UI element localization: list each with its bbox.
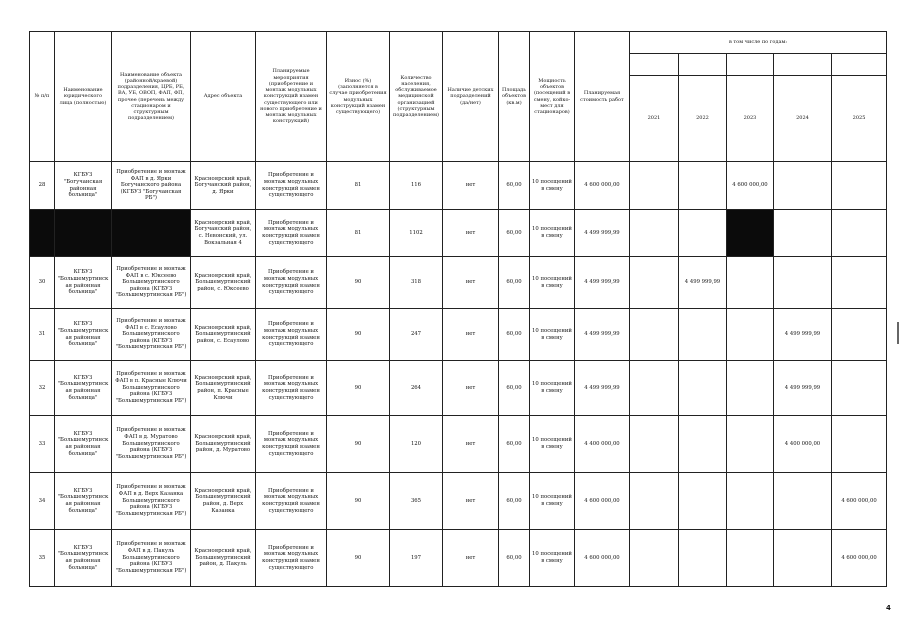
cell-cost: 4 499 999,99 <box>575 361 630 416</box>
cell-y2021 <box>630 361 679 416</box>
cell-wear: 81 <box>327 162 390 210</box>
cell-cost: 4 600 000,00 <box>575 530 630 587</box>
cell-area: 60,00 <box>499 162 530 210</box>
cell-y2025: 4 600 000,00 <box>832 530 887 587</box>
cell-address: Красноярский край, Большемуртинский район, д. Муратово <box>191 416 256 473</box>
table-row <box>30 361 887 416</box>
cell-capacity: 10 посещений в смену <box>530 473 575 530</box>
cell-wear: 90 <box>327 473 390 530</box>
cell-population: 116 <box>390 162 443 210</box>
header-capacity: Мощность объектов (посещений в смену, койко-мест для стационаров) <box>530 32 575 162</box>
cell-y2022 <box>679 309 727 361</box>
header-spacer-2023 <box>727 54 774 76</box>
cell-address: Красноярский край, Богучанский район, с. Невонский, ул. Вокзальная 4 <box>191 210 256 257</box>
cell-y2023 <box>727 309 774 361</box>
cell-capacity: 10 посещений в смену <box>530 361 575 416</box>
cell-address: Красноярский край, Большемуртинский район, д. Пакуль <box>191 530 256 587</box>
table-row <box>30 162 887 210</box>
table-row <box>30 210 887 257</box>
cell-population: 365 <box>390 473 443 530</box>
cell-y2023 <box>727 361 774 416</box>
cell-y2023: 4 600 000,00 <box>727 162 774 210</box>
cell-y2025 <box>832 257 887 309</box>
header-spacer-2022 <box>679 54 727 76</box>
header-children: Наличие детских подразделений (да/нет) <box>443 32 499 162</box>
cell-num: 33 <box>30 416 55 473</box>
cell-y2023 <box>727 530 774 587</box>
cell-area: 60,00 <box>499 361 530 416</box>
cell-cost: 4 400 000,00 <box>575 416 630 473</box>
cell-population: 120 <box>390 416 443 473</box>
cell-area: 60,00 <box>499 257 530 309</box>
cell-children: нет <box>443 416 499 473</box>
cell-y2021 <box>630 309 679 361</box>
cell-y2022 <box>679 530 727 587</box>
cell-y2023 <box>727 473 774 530</box>
cell-object: Приобретение и монтаж ФАП в д. Верх Казанка Большемуртинского района (КГБУЗ "Большемуртинская РБ") <box>112 473 191 530</box>
cell-y2024 <box>774 473 832 530</box>
table-row <box>30 257 887 309</box>
cell-object: Приобретение и монтаж ФАП в д. Муратово Большемуртинского района (КГБУЗ "Большемуртинская РБ") <box>112 416 191 473</box>
cell-y2024 <box>774 162 832 210</box>
cell-cost: 4 499 999,99 <box>575 210 630 257</box>
cell-object: Приобретение и монтаж ФАП в д. Пакуль Большемуртинского района (КГБУЗ "Большемуртинская РБ") <box>112 530 191 587</box>
cell-object: Приобретение и монтаж ФАП в с. Есаулово Большемуртинского района (КГБУЗ "Большемуртинская РБ") <box>112 309 191 361</box>
cell-y2022 <box>679 416 727 473</box>
cell-wear: 90 <box>327 309 390 361</box>
cell-cost: 4 600 000,00 <box>575 162 630 210</box>
cell-area: 60,00 <box>499 473 530 530</box>
cell-cost: 4 600 000,00 <box>575 473 630 530</box>
cell-capacity: 10 посещений в смену <box>530 416 575 473</box>
cell-y2021 <box>630 210 679 257</box>
table-row <box>30 530 887 587</box>
header-area: Площадь объектов (кв.м) <box>499 32 530 162</box>
cell-y2025: 4 600 000,00 <box>832 473 887 530</box>
cell-y2022 <box>679 473 727 530</box>
redacted-cell-y2023 <box>727 210 774 257</box>
cell-children: нет <box>443 162 499 210</box>
cell-area: 60,00 <box>499 309 530 361</box>
cell-y2023 <box>727 416 774 473</box>
header-object: Наименование объекта (районной/краевой) подразделения, ЦРБ, РБ, ВА, УБ, ОВОП, ФАП, ФП, прочее (перечень между стационаром и структурным подразделением) <box>112 32 191 162</box>
cell-name: КГБУЗ "Большемуртинская районная больница" <box>55 257 112 309</box>
cell-y2021 <box>630 257 679 309</box>
header-cost: Планируемая стоимость работ <box>575 32 630 162</box>
cell-wear: 90 <box>327 361 390 416</box>
cell-name: КГБУЗ "Большемуртинская районная больница" <box>55 361 112 416</box>
cell-planned: Приобретение и монтаж модульных конструкций взамен существующего <box>256 361 327 416</box>
cell-wear: 90 <box>327 257 390 309</box>
cell-capacity: 10 посещений в смену <box>530 309 575 361</box>
cell-y2021 <box>630 473 679 530</box>
cell-area: 60,00 <box>499 416 530 473</box>
cell-cost: 4 499 999,99 <box>575 257 630 309</box>
page-number: 4 <box>886 604 891 612</box>
header-spacer-2025 <box>832 54 887 76</box>
cell-y2022 <box>679 361 727 416</box>
cell-y2022 <box>679 162 727 210</box>
cell-y2023 <box>727 257 774 309</box>
cell-children: нет <box>443 473 499 530</box>
cell-planned: Приобретение и монтаж модульных конструкций взамен существующего <box>256 257 327 309</box>
cell-planned: Приобретение и монтаж модульных конструкций взамен существующего <box>256 530 327 587</box>
redacted-cell-object <box>112 210 191 257</box>
cell-children: нет <box>443 309 499 361</box>
header-wear: Износ (%) (заполняется в случае приобретения модульных конструкций взамен существующего) <box>327 32 390 162</box>
cell-wear: 81 <box>327 210 390 257</box>
cell-num: 32 <box>30 361 55 416</box>
redacted-cell-name <box>55 210 112 257</box>
header-year-2025: 2025 <box>832 76 887 162</box>
cell-address: Красноярский край, Большемуртинский район, д. Верх Казанка <box>191 473 256 530</box>
cell-planned: Приобретение и монтаж модульных конструкций взамен существующего <box>256 162 327 210</box>
cell-y2024: 4 499 999,99 <box>774 361 832 416</box>
cell-address: Красноярский край, Большемуртинский район, с. Юксеево <box>191 257 256 309</box>
cell-y2022: 4 499 999,99 <box>679 257 727 309</box>
cell-y2024 <box>774 210 832 257</box>
cell-cost: 4 499 999,99 <box>575 309 630 361</box>
table-row <box>30 473 887 530</box>
cell-name: КГБУЗ "Большемуртинская районная больница" <box>55 309 112 361</box>
cell-capacity: 10 посещений в смену <box>530 210 575 257</box>
cell-children: нет <box>443 361 499 416</box>
cell-object: Приобретение и монтаж ФАП в с. Юксеево Большемуртинского района (КГБУЗ "Большемуртинская РБ") <box>112 257 191 309</box>
header-spacer-2021 <box>630 54 679 76</box>
cell-population: 1102 <box>390 210 443 257</box>
header-row-top <box>30 32 887 54</box>
cell-num: 30 <box>30 257 55 309</box>
cell-name: КГБУЗ "Большемуртинская районная больница" <box>55 530 112 587</box>
cell-wear: 90 <box>327 416 390 473</box>
cell-planned: Приобретение и монтаж модульных конструкций взамен существующего <box>256 309 327 361</box>
cell-capacity: 10 посещений в смену <box>530 257 575 309</box>
cell-y2025 <box>832 416 887 473</box>
cell-capacity: 10 посещений в смену <box>530 162 575 210</box>
header-num: № п/п <box>30 32 55 162</box>
header-year-2021: 2021 <box>630 76 679 162</box>
header-population: Количество населения, обслуживаемое медицинской организацией (структурным подразделением) <box>390 32 443 162</box>
cell-population: 264 <box>390 361 443 416</box>
cell-num: 28 <box>30 162 55 210</box>
cell-address: Красноярский край, Большемуртинский район, п. Красные Ключи <box>191 361 256 416</box>
cell-y2021 <box>630 530 679 587</box>
cell-object: Приобретение и монтаж ФАП в п. Красные Ключи Большемуртинского района (КГБУЗ "Большемуртинская РБ") <box>112 361 191 416</box>
cell-children: нет <box>443 210 499 257</box>
investment-table <box>29 31 887 587</box>
cell-num: 35 <box>30 530 55 587</box>
cell-num: 34 <box>30 473 55 530</box>
cell-area: 60,00 <box>499 210 530 257</box>
cell-y2025 <box>832 361 887 416</box>
cell-area: 60,00 <box>499 530 530 587</box>
cell-planned: Приобретение и монтаж модульных конструкций взамен существующего <box>256 416 327 473</box>
cell-planned: Приобретение и монтаж модульных конструкций взамен существующего <box>256 473 327 530</box>
cell-population: 197 <box>390 530 443 587</box>
cell-population: 318 <box>390 257 443 309</box>
scan-margin-mark <box>897 322 899 344</box>
cell-capacity: 10 посещений в смену <box>530 530 575 587</box>
table-row <box>30 416 887 473</box>
cell-y2025 <box>832 210 887 257</box>
cell-name: КГБУЗ "Большемуртинская районная больница" <box>55 473 112 530</box>
cell-y2025 <box>832 162 887 210</box>
redacted-cell-num <box>30 210 55 257</box>
cell-name: КГБУЗ "Большемуртинская районная больница" <box>55 416 112 473</box>
cell-population: 247 <box>390 309 443 361</box>
cell-y2024 <box>774 257 832 309</box>
cell-y2024 <box>774 530 832 587</box>
cell-name: КГБУЗ "Богучанская районная больница" <box>55 162 112 210</box>
cell-y2022 <box>679 210 727 257</box>
cell-y2025 <box>832 309 887 361</box>
cell-planned: Приобретение и монтаж модульных конструкций взамен существующего <box>256 210 327 257</box>
header-year-2022: 2022 <box>679 76 727 162</box>
cell-children: нет <box>443 530 499 587</box>
header-by-year: в том числе по годам: <box>630 32 887 54</box>
cell-y2021 <box>630 416 679 473</box>
header-year-2024: 2024 <box>774 76 832 162</box>
cell-object: Приобретение и монтаж ФАП в д. Ярки Богучанского района (КГБУЗ "Богучанская РБ") <box>112 162 191 210</box>
cell-children: нет <box>443 257 499 309</box>
header-spacer-2024 <box>774 54 832 76</box>
table-row <box>30 309 887 361</box>
header-planned: Планируемые мероприятия (приобретение и монтаж модульных конструкций взамен существующего или нового приобретение и монтаж модульных конструкций) <box>256 32 327 162</box>
header-name: Наименование юридического лица (полностью) <box>55 32 112 162</box>
cell-address: Красноярский край, Большемуртинский район, с. Есаулово <box>191 309 256 361</box>
header-address: Адрес объекта <box>191 32 256 162</box>
cell-wear: 90 <box>327 530 390 587</box>
cell-y2024: 4 499 999,99 <box>774 309 832 361</box>
cell-address: Красноярский край, Богучанский район, д. Ярки <box>191 162 256 210</box>
header-year-2023: 2023 <box>727 76 774 162</box>
cell-num: 31 <box>30 309 55 361</box>
cell-y2024: 4 400 000,00 <box>774 416 832 473</box>
cell-y2021 <box>630 162 679 210</box>
